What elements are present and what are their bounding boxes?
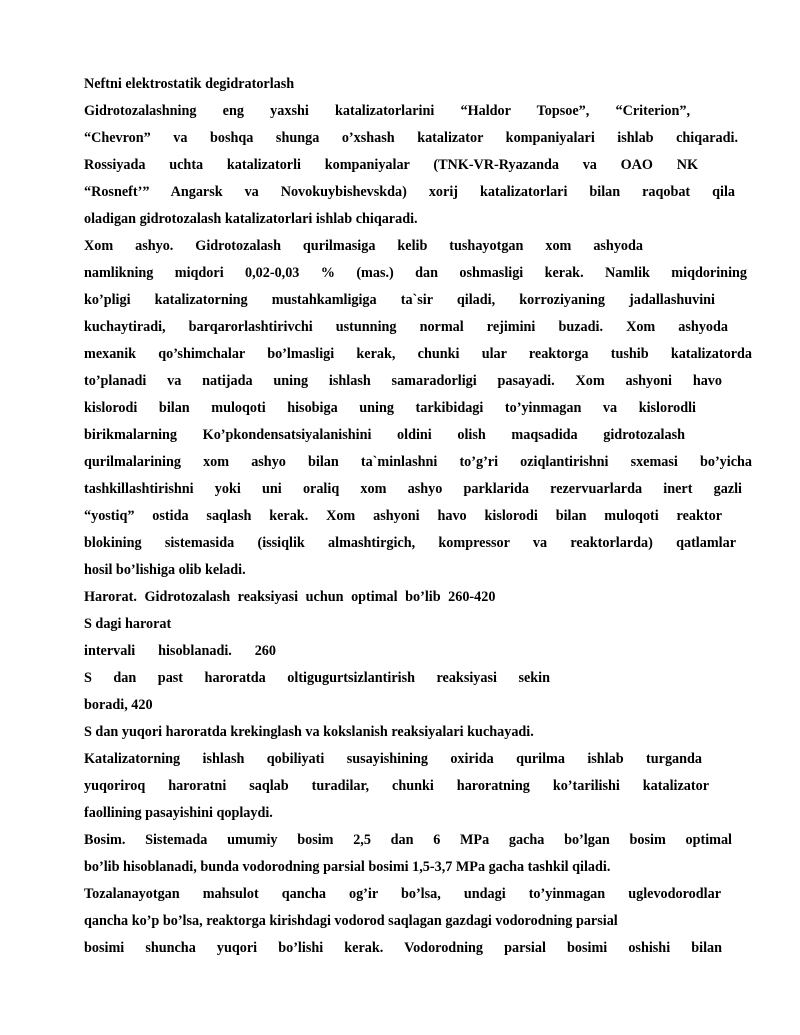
paragraph-line: Xom ashyo. Gidrotozalash qurilmasiga kelib tushayotgan xom ashyoda: [84, 238, 643, 254]
paragraph-line: ko’pligi katalizatorning mustahkamligiga ta`sir qiladi, korroziyaning jadallashuvini: [84, 292, 715, 308]
paragraph-line: yuqoriroq haroratni saqlab turadilar, chunki haroratning ko’tarilishi katalizator: [84, 778, 709, 794]
paragraph-line: S dagi harorat: [84, 616, 172, 632]
paragraph-line: S dan past haroratda oltigugurtsizlantirish reaksiyasi sekin: [84, 670, 550, 686]
paragraph-line: “Rosneft’” Angarsk va Novokuybishevskda) xorij katalizatorlari bilan raqobat qila: [84, 184, 735, 200]
paragraph-line: Rossiyada uchta katalizatorli kompaniyalar (TNK-VR-Ryazanda va OAO NK: [84, 157, 698, 173]
paragraph-line: “yostiq” ostida saqlash kerak. Xom ashyoni havo kislorodi bilan muloqoti reaktor: [84, 508, 722, 524]
document-title: Neftni elektrostatik degidratorlash: [84, 76, 295, 92]
paragraph-line: qurilmalarining xom ashyo bilan ta`minlashni to’g’ri oziqlantirishni sxemasi bo’yicha: [84, 454, 752, 470]
paragraph-line: S dan yuqori haroratda krekinglash va kokslanish reaksiyalari kuchayadi.: [84, 724, 534, 740]
paragraph-line: bo’lib hisoblanadi, bunda vodorodning parsial bosimi 1,5-3,7 MPa gacha tashkil qiladi.: [84, 859, 611, 875]
paragraph-line: Gidrotozalashning eng yaxshi katalizatorlarini “Haldor Topsoe”, “Criterion”,: [84, 103, 690, 119]
paragraph-line: kuchaytiradi, barqarorlashtirivchi ustunning normal rejimini buzadi. Xom ashyoda: [84, 319, 728, 335]
paragraph-line: kislorodi bilan muloqoti hisobiga uning tarkibidagi to’yinmagan va kislorodli: [84, 400, 696, 416]
paragraph-line: boradi, 420: [84, 697, 153, 713]
paragraph-line: “Chevron” va boshqa shunga o’xshash katalizator kompaniyalari ishlab chiqaradi.: [84, 130, 738, 146]
paragraph-line: intervali hisoblanadi. 260: [84, 643, 276, 659]
paragraph-line: oladigan gidrotozalash katalizatorlari ishlab chiqaradi.: [84, 211, 418, 227]
paragraph-line: mexanik qo’shimchalar bo’lmasligi kerak, chunki ular reaktorga tushib katalizatorda: [84, 346, 752, 362]
paragraph-line: Tozalanayotgan mahsulot qancha og’ir bo’lsa, undagi to’yinmagan uglevodorodlar: [84, 886, 721, 902]
paragraph-line: bosimi shuncha yuqori bo’lishi kerak. Vodorodning parsial bosimi oshishi bilan: [84, 940, 722, 956]
paragraph-line: namlikning miqdori 0,02-0,03 % (mas.) dan oshmasligi kerak. Namlik miqdorining: [84, 265, 747, 281]
paragraph-line: faollining pasayishini qoplaydi.: [84, 805, 273, 821]
paragraph-line: Katalizatorning ishlash qobiliyati susayishining oxirida qurilma ishlab turganda: [84, 751, 702, 767]
paragraph-line: birikmalarning Ko’pkondensatsiyalanishini oldini olish maqsadida gidrotozalash: [84, 427, 685, 443]
paragraph-line: Bosim. Sistemada umumiy bosim 2,5 dan 6 MPa gacha bo’lgan bosim optimal: [84, 832, 732, 848]
paragraph-line: hosil bo’lishiga olib keladi.: [84, 562, 246, 578]
paragraph-line: tashkillashtirishni yoki uni oraliq xom ashyo parklarida rezervuarlarda inert gazli: [84, 481, 742, 497]
paragraph-line: blokining sistemasida (issiqlik almashtirgich, kompressor va reaktorlarda) qatlamlar: [84, 535, 736, 551]
paragraph-line: to’planadi va natijada uning ishlash samaradorligi pasayadi. Xom ashyoni havo: [84, 373, 722, 389]
paragraph-line: Harorat. Gidrotozalash reaksiyasi uchun optimal bo’lib 260-420: [84, 589, 496, 605]
paragraph-line: qancha ko’p bo’lsa, reaktorga kirishdagi vodorod saqlagan gazdagi vodorodning parsial: [84, 913, 618, 929]
